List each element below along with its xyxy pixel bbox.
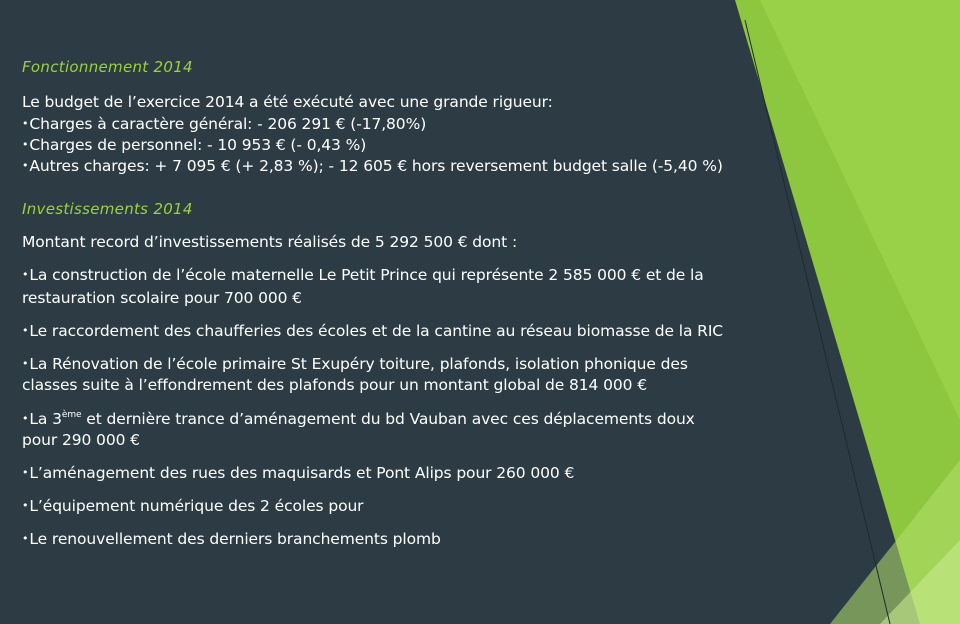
investissement-item: •L’aménagement des rues des maquisards et Pont Alips pour 260 000 € (22, 464, 575, 482)
fonctionnement-intro: Le budget de l’exercice 2014 a été exécuté avec une grande rigueur: (22, 93, 553, 111)
investissements-heading: Investissements 2014 (22, 200, 193, 218)
investissement-item: •Le raccordement des chaufferies des écoles et de la cantine au réseau biomasse de la RIC (22, 322, 724, 340)
fonctionnement-item: •Autres charges: + 7 095 € (+ 2,83 %); - 12 605 € hors reversement budget salle (-5,40 %) (22, 157, 723, 175)
investissement-item-continuation: pour 290 000 € (22, 431, 140, 449)
fonctionnement-item: •Charges à caractère général: - 206 291 € (-17,80%) (22, 115, 427, 133)
investissements-intro: Montant record d’investissements réalisés de 5 292 500 € dont : (22, 233, 518, 251)
fonctionnement-heading: Fonctionnement 2014 (22, 58, 193, 76)
investissement-item-continuation: classes suite à l’effondrement des plafonds pour un montant global de 814 000 € (22, 376, 647, 394)
fonctionnement-item: •Charges de personnel: - 10 953 € (- 0,43 %) (22, 136, 367, 154)
investissement-item: •L’équipement numérique des 2 écoles pour (22, 497, 364, 515)
investissement-item: •Le renouvellement des derniers branchements plomb (22, 530, 441, 548)
investissement-item: •La 3ème et dernière trance d’aménagement du bd Vauban avec ces déplacements doux (22, 410, 695, 428)
investissement-item: •La construction de l’école maternelle Le Petit Prince qui représente 2 585 000 € et de la (22, 266, 704, 284)
investissement-item: •La Rénovation de l’école primaire St Exupéry toiture, plafonds, isolation phonique des (22, 355, 688, 373)
investissement-item-continuation: restauration scolaire pour 700 000 € (22, 289, 302, 307)
